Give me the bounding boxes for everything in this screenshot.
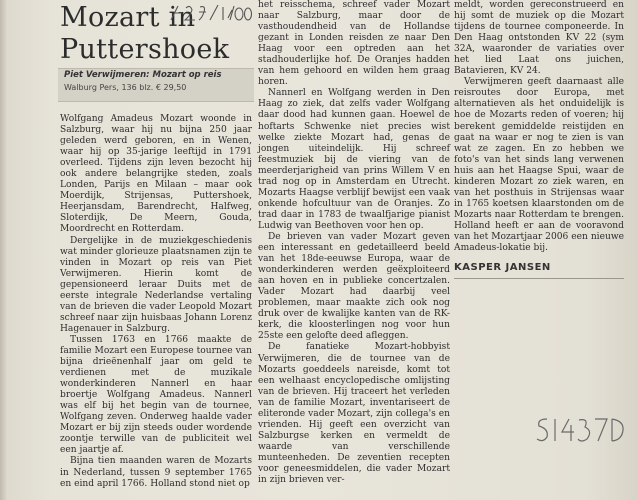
paragraph: Wolfgang Amadeus Mozart woonde in Salzburg, waar hij nu bijna 250 jaar geleden werd geboren, en in Wenen, waar hij op 35-jarige leeftijd in 1791 overleed. Tijdens zijn leven bezocht hij ook andere belangrijke steden, zoals Londen, Parijs en Milaan – maar ook Moerdijk, Strijensas, Puttershoek, Heerjansdam, Barendrecht, Halfweg, Sloterdijk, De Meern, Gouda, Moordrecht en Rotterdam. [60, 114, 252, 235]
paper-edge-shadow [0, 0, 8, 500]
author-byline: KASPER JANSEN [454, 262, 551, 273]
paragraph: Tussen 1763 en 1766 maakte de familie Mozart een Europese tournee van bijna drieënenhalf jaar om geld te verdienen met de muzikale wonderkinderen Nannerl en haar broertje Wolfgang Amadeus. Nannerl was elf bij het begin van de tournee, Wolfgang zeven. Onderweg haalde vader Mozart er bij zijn steeds ouder wordende zoontje terwille van de publiciteit wel een jaartje af. [60, 334, 252, 456]
handwritten-date-annotation [168, 2, 252, 24]
article-column-1 [60, 114, 252, 490]
paragraph: Verwijmeren geeft daarnaast alle reisroutes door Europa, met alternatieven als het onduidelijk is hoe de Mozarts reden of voeren; hij berekent gemiddelde reistijden en gaat na waar er nog te zien is van wat ze zagen. En zo hebben we foto's van het sinds lang verwenen huis aan het Haagse Spui, waar de kinderen Mozart zo ziek waren, en van het posthuis in Strijensas waar in 1765 koetsen klaarstonden om de Mozarts naar Rotterdam te brengen. Holland heeft er aan de vooravond van het Mozartjaar 2006 een nieuwe Amadeus-lokatie bij. [454, 77, 624, 254]
headline-line-1: Mozart in [60, 2, 196, 33]
article-column-2 [258, 0, 450, 486]
handwritten-number-annotation [535, 415, 625, 445]
paragraph: Nannerl en Wolfgang werden in Den Haag zo ziek, dat zelfs vader Wolfgang daar dood had kunnen gaan. Hoewel de hoftarts Schwenke niet precies wist welke ziekte Mozart had, genas de jongen uiteindelijk. Hij schreef feestmuziek bij de viering van de meerderjarigheid van prins Willem V en trad nog op in Amsterdam en Utrecht. Mozarts Haagse verblijf bewijst een vaak onkende hofcultuur van de Oranjes. Zo trad daar in 1783 de twaalfjarige pianist Ludwig van Beethoven voor hen op. [258, 88, 450, 231]
byline-divider [454, 278, 624, 279]
headline-line-2: Puttershoek [60, 34, 230, 65]
paragraph: het reisschema, schreef vader Mozart naar Salzburg, maar door de vasthoudendheid van de Hollandse gezant in Londen reisden ze naar Den Haag voor een optreden aan het stadhouderlijke hof. De Oranjes hadden van hem gehoord en wilden hem graag horen. [258, 0, 450, 88]
article-column-3 [454, 0, 624, 254]
book-title: Piet Verwijmeren: Mozart op reis [64, 70, 222, 80]
paragraph: Bijna tien maanden waren de Mozarts in Nederland, tussen 9 september 1765 en eind april 1766. Holland stond niet op [60, 456, 252, 489]
paragraph: De fanatieke Mozart-hobbyist Verwijmeren, die de tournee van de Mozarts goeddeels nareisde, komt tot een welhaast encyclopedische omlijsting van de brieven. Hij traceert het verleden van de familie Mozart, inventariseert de eliteronde vader Mozart, zijn collega's en vrienden. Hij geeft een overzicht van Salzburgse kerken en vermeldt de waarde van verschillende munteenheden. De zeventien recepten voor geneesmiddelen, die vader Mozart in zijn brieven ver- [258, 342, 450, 486]
paragraph: De brieven van vader Mozart geven een interessant en gedetailleerd beeld van het 18de-eeuwse Europa, waar de wonderkinderen werden geëxploiteerd aan hoven en in publieke concertzalen. Vader Mozart had daarbij veel problemen, maar maakte zich ook nog druk over de kwalijke kanten van de RK-kerk, die kloosterlingen nog voor hun 25ste een gelofte deed afleggen. [258, 231, 450, 342]
book-meta: Walburg Pers, 136 blz. € 29,50 [64, 83, 187, 92]
paragraph: Dergelijke in de muziekgeschiedenis wat minder glorieuze plaatsnamen zijn te vinden in Mozart op reis van Piet Verwijmeren. Hierin komt de gepensioneerd leraar Duits met de eerste integrale Nederlandse vertaling van de brieven die vader Leopold Mozart schreef naar zijn huisbaas Johann Lorenz Hagenauer in Salzburg. [60, 235, 252, 334]
paragraph: meldt, worden gereconstrueerd en hij somt de muziek op die Mozart tijdens de tournee componeerde. In Den Haag ontstonden KV 22 (sym 32A, waaronder de variaties over het lied Laat ons juichen, Batavieren, KV 24. [454, 0, 624, 77]
